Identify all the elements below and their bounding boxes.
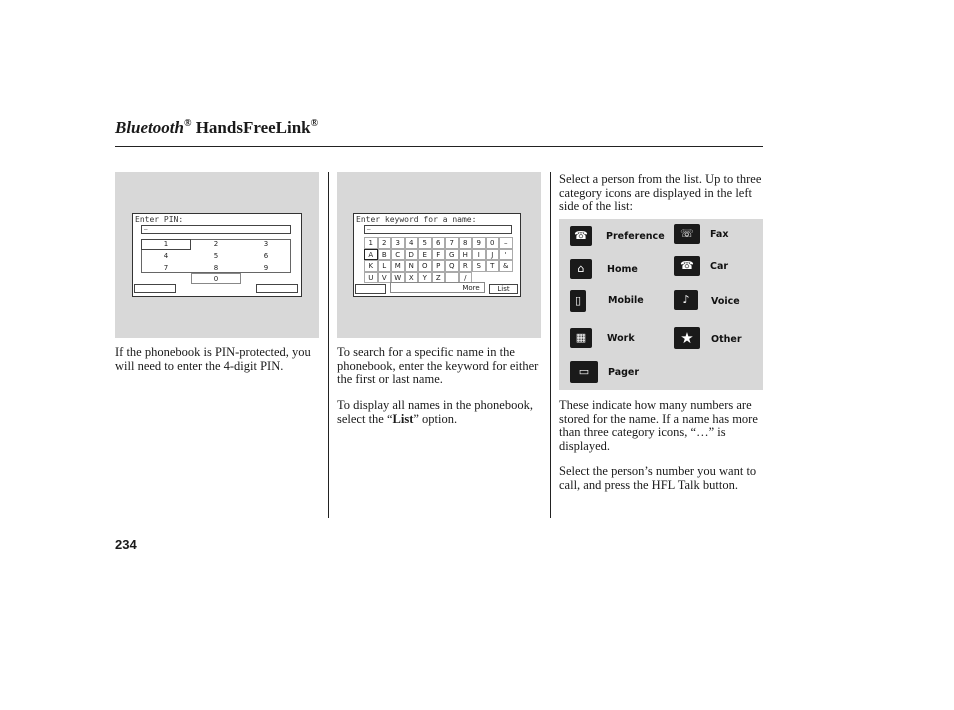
keyboard-key[interactable]: A [364, 249, 378, 261]
keyword-screen-panel [337, 172, 541, 338]
pin-screen-panel [115, 172, 319, 338]
header-rule [115, 146, 763, 147]
list-button[interactable]: List [489, 284, 518, 294]
keyword-screen [353, 213, 521, 297]
keyboard-key[interactable]: E [418, 249, 432, 261]
pin-key[interactable]: 6 [263, 252, 269, 260]
pin-key[interactable]: 8 [213, 264, 219, 272]
keyboard-key[interactable]: B [378, 249, 392, 261]
page-number: 234 [115, 537, 137, 552]
pin-key[interactable]: 2 [213, 240, 219, 248]
category-pager: Pager [608, 367, 640, 378]
keyboard-key[interactable]: O [418, 260, 432, 272]
col3-paragraph-2: These indicate how many numbers are stored for the name. If a name has more than three category icons, “…” is displayed. [559, 398, 758, 453]
col2-paragraph-2 [337, 399, 542, 426]
keyboard-key[interactable]: 3 [391, 237, 405, 249]
keyboard-key[interactable]: 4 [405, 237, 419, 249]
registered-mark: ® [183, 118, 192, 129]
column-divider-2 [550, 172, 551, 518]
pin-screen [132, 213, 302, 297]
phone-icon: ☎ [570, 226, 592, 246]
page-title [115, 118, 318, 138]
keyboard-key[interactable]: 9 [472, 237, 486, 249]
pin-key[interactable]: 1 [163, 240, 169, 248]
keyboard-key[interactable]: W [391, 272, 405, 284]
category-other: Other [711, 334, 742, 345]
keyboard-key[interactable]: Z [432, 272, 446, 284]
keyboard-key[interactable]: C [391, 249, 405, 261]
pager-icon: ▭ [570, 361, 598, 383]
category-work: Work [607, 333, 635, 344]
category-voice: Voice [711, 296, 740, 307]
keyboard-key[interactable]: 6 [432, 237, 446, 249]
col2-text-c: ” option. [413, 411, 458, 426]
keyboard-key[interactable]: – [499, 237, 513, 249]
col3-paragraph-1: Select a person from the list. Up to three category icons are displayed in the left side of the list: [559, 172, 762, 213]
keyboard-key[interactable]: S [472, 260, 486, 272]
keyboard-key[interactable]: D [405, 249, 419, 261]
keyboard-key[interactable]: 1 [364, 237, 378, 249]
keyboard-key[interactable]: 7 [445, 237, 459, 249]
pin-prompt: Enter PIN: [135, 215, 184, 224]
star-icon: ★ [674, 327, 700, 349]
pin-right-button[interactable] [256, 284, 298, 293]
keyboard-key[interactable]: / [459, 272, 473, 284]
car-phone-icon: ☎ [674, 256, 700, 276]
category-preference: Preference [606, 231, 665, 242]
keyboard-key[interactable]: L [378, 260, 392, 272]
pin-key[interactable]: 0 [213, 275, 219, 283]
category-home: Home [607, 264, 638, 275]
pin-key[interactable]: 9 [263, 264, 269, 272]
category-fax: Fax [710, 229, 729, 240]
keyboard-key[interactable]: Y [418, 272, 432, 284]
column-divider-1 [328, 172, 329, 518]
keyboard-key[interactable]: & [499, 260, 513, 272]
keyboard-key[interactable]: P [432, 260, 446, 272]
keyboard-key[interactable]: N [405, 260, 419, 272]
keyboard-key[interactable]: X [405, 272, 419, 284]
keyword-left-button[interactable] [355, 284, 386, 294]
keyboard-key[interactable]: 8 [459, 237, 473, 249]
title-bluetooth: Bluetooth [115, 118, 184, 137]
keyboard-key[interactable]: G [445, 249, 459, 261]
pin-key[interactable]: 4 [163, 252, 169, 260]
pin-key[interactable]: 5 [213, 252, 219, 260]
keyboard-key[interactable]: F [432, 249, 446, 261]
category-icons-panel [559, 219, 763, 390]
keyboard-key[interactable]: U [364, 272, 378, 284]
pin-left-button[interactable] [134, 284, 176, 293]
category-car: Car [710, 261, 729, 272]
col2-paragraph-1: To search for a specific name in the phonebook, enter the keyword for either the first or last name. [337, 345, 539, 386]
pin-input[interactable]: – [141, 225, 291, 234]
keyboard-key[interactable]: R [459, 260, 473, 272]
keyboard-key[interactable]: J [486, 249, 500, 261]
keyboard-key[interactable]: 2 [378, 237, 392, 249]
keyboard-key[interactable]: Q [445, 260, 459, 272]
keyword-input[interactable]: – [364, 225, 512, 234]
keyboard-key[interactable]: T [486, 260, 500, 272]
list-option-word: List [392, 411, 414, 426]
voice-icon: ♪ [674, 290, 698, 310]
keyboard-key[interactable]: I [472, 249, 486, 261]
more-button[interactable]: More [462, 284, 480, 292]
keyword-prompt: Enter keyword for a name: [356, 215, 477, 224]
col1-paragraph: If the phonebook is PIN-protected, you will need to enter the 4-digit PIN. [115, 345, 311, 373]
keyboard-key[interactable]: K [364, 260, 378, 272]
keyboard-key[interactable]: H [459, 249, 473, 261]
office-building-icon: ▦ [570, 328, 592, 348]
col3-paragraph-3: Select the person’s number you want to call, and press the HFL Talk button. [559, 464, 757, 492]
title-handsfreelink: HandsFreeLink [195, 118, 311, 137]
registered-mark-2: ® [310, 118, 319, 129]
keyboard-key[interactable]: M [391, 260, 405, 272]
keyboard-key[interactable]: V [378, 272, 392, 284]
col2-text-a: To display all names in the phonebook, select the “ [337, 398, 533, 426]
house-icon: ⌂ [570, 259, 592, 279]
category-mobile: Mobile [608, 295, 644, 306]
keyboard-key[interactable]: ' [499, 249, 513, 261]
mobile-phone-icon: ▯ [570, 290, 586, 312]
keyboard-key[interactable]: 0 [486, 237, 500, 249]
fax-machine-icon: ☏ [674, 224, 700, 244]
pin-key[interactable]: 3 [263, 240, 269, 248]
keyboard-key[interactable]: 5 [418, 237, 432, 249]
pin-key[interactable]: 7 [163, 264, 169, 272]
